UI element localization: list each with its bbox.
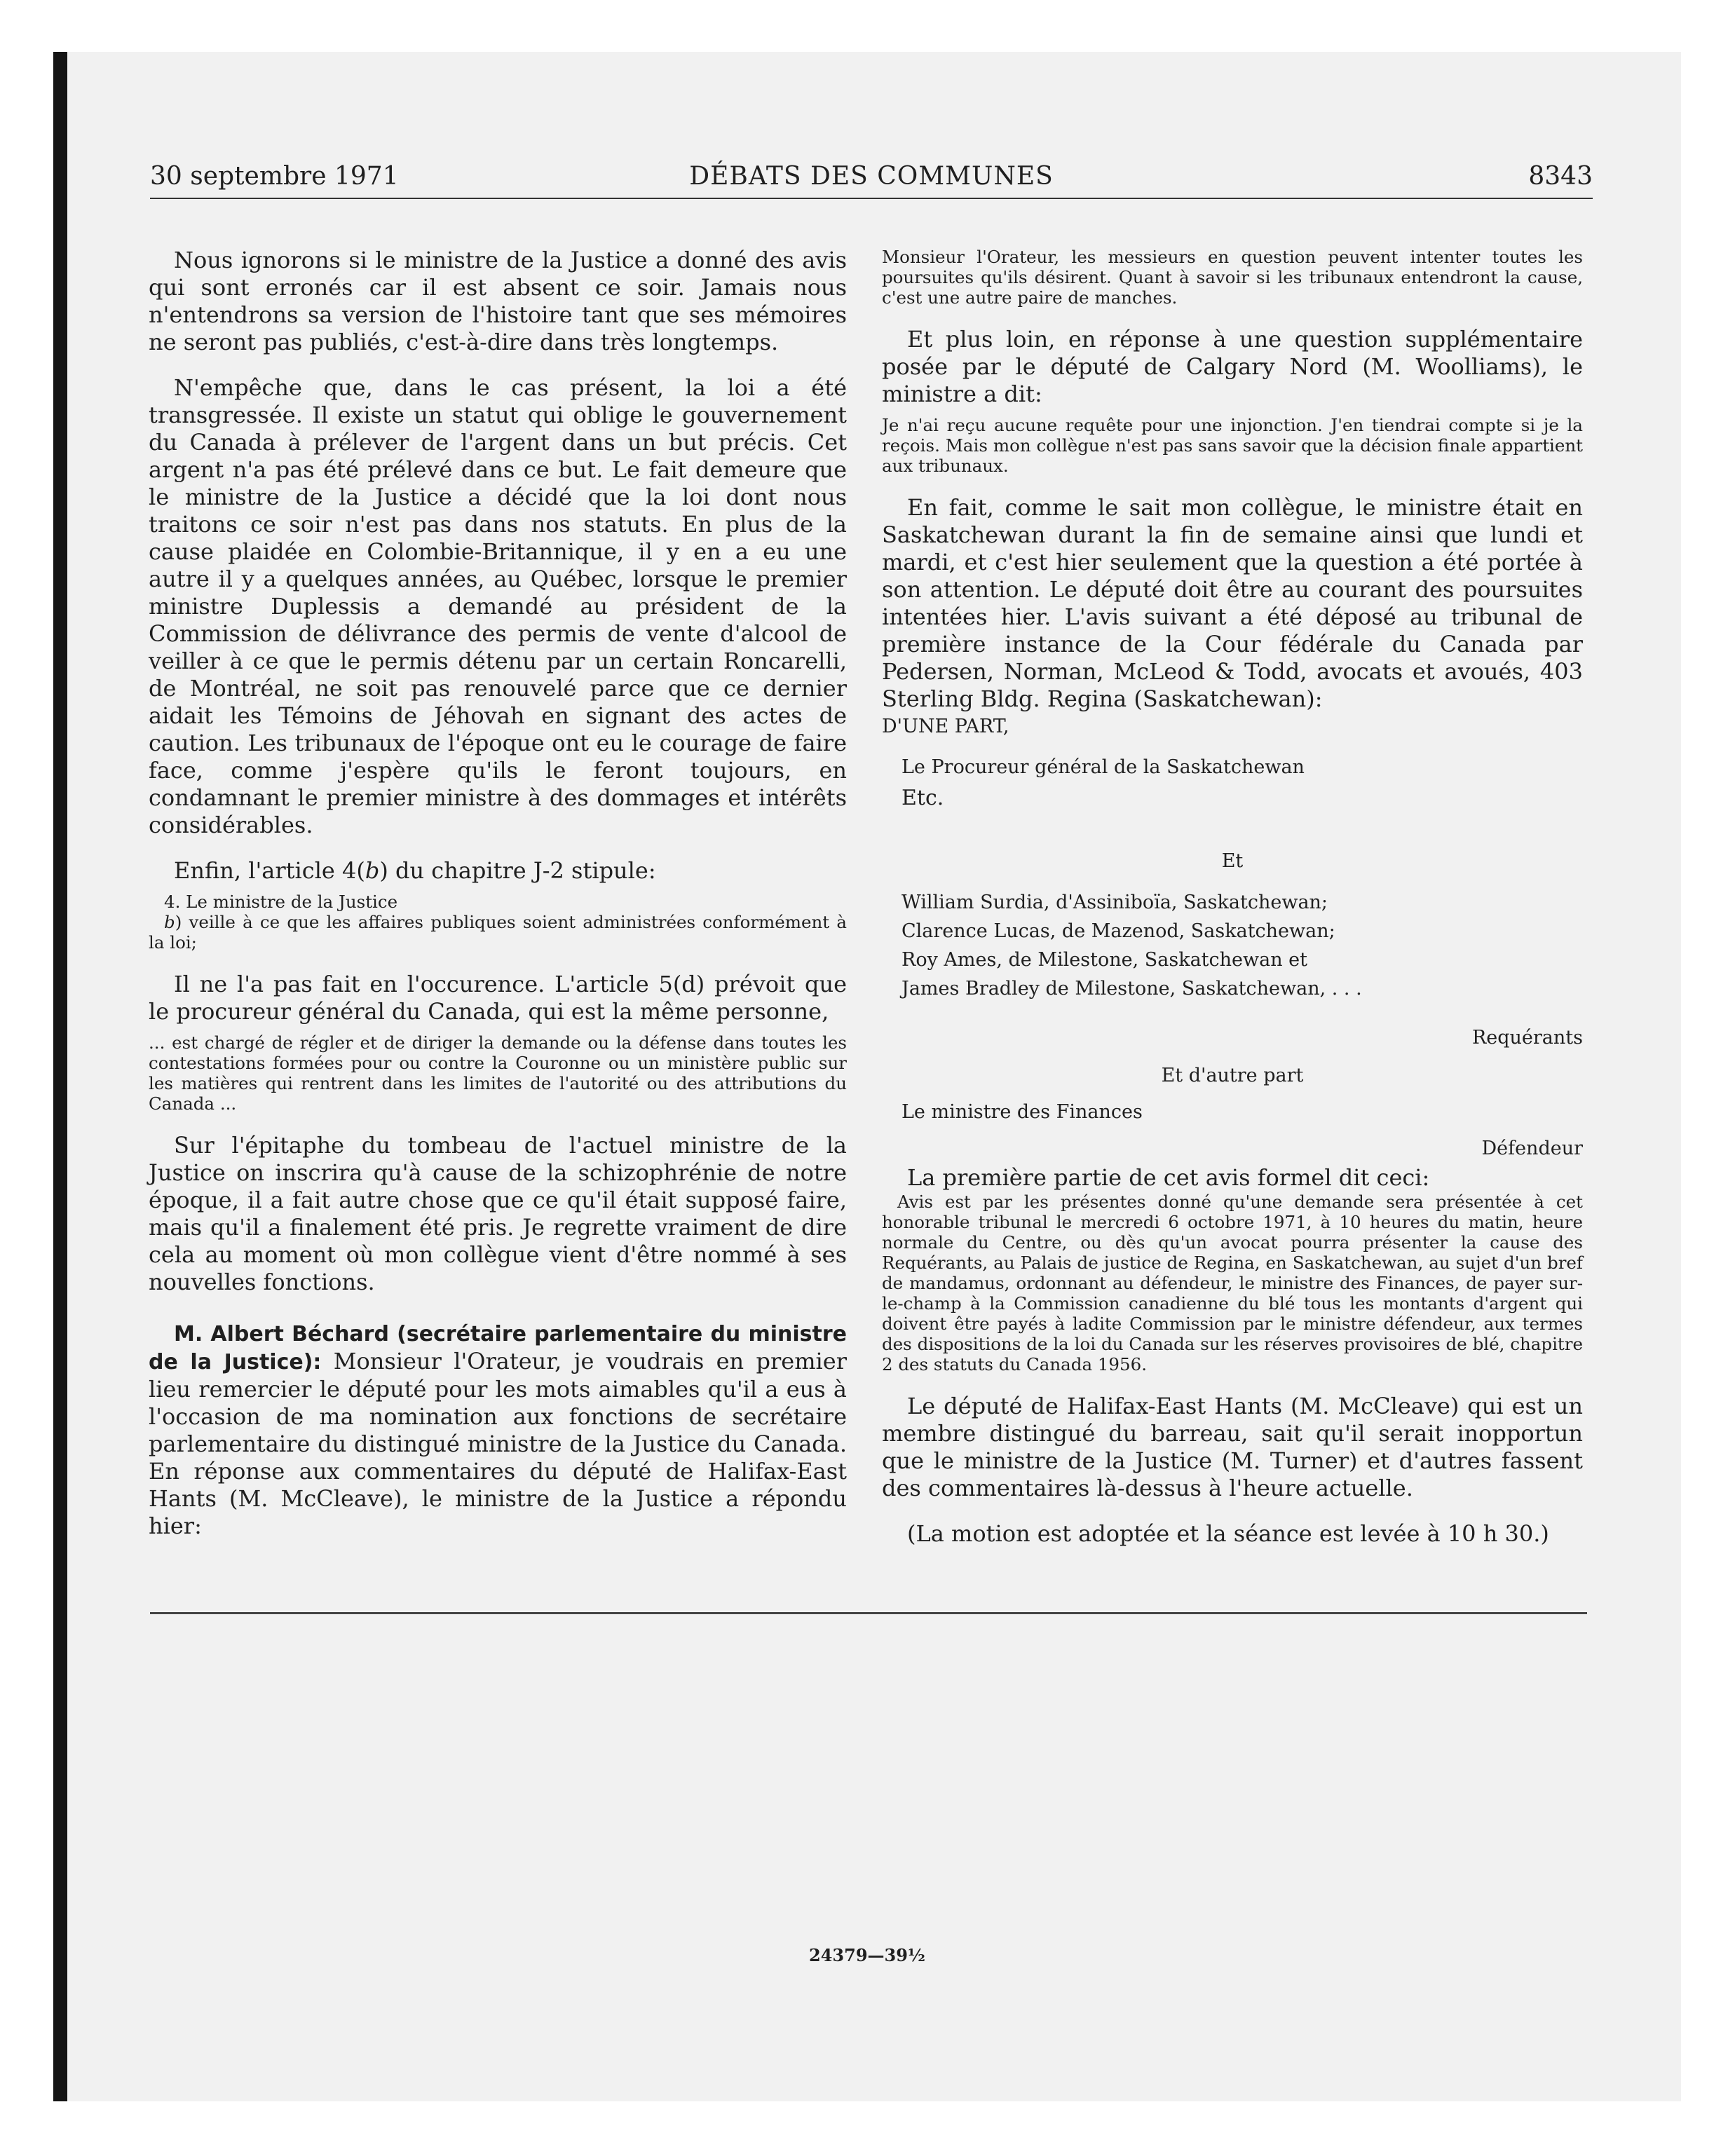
italic-letter: b	[164, 912, 175, 932]
paragraph: En fait, comme le sait mon collègue, le ministre était en Saskatchewan durant la fin de semaine ainsi que lundi et mardi, et c'est hier seulement que la question a été portée à son attention. Le député doit être au courant des poursuites intentées hier. L'avis suivant a été déposé au tribunal de première instance de la Cour fédérale du Canada par Pedersen, Norman, McLeod & Todd, avocats et avoués, 403 Sterling Bldg. Regina (Saskatchewan):	[882, 494, 1583, 712]
scan-edge-shadow	[53, 52, 67, 2101]
quote-block: ... est chargé de régler et de diriger la demande ou la défense dans toutes les contestations formées pour ou contre la Couronne ou un ministère public sur les matières qui rentrent dans les limites de l'autorité ou des attributions du Canada ...	[149, 1032, 847, 1114]
footer-code: 24379—39½	[809, 1945, 925, 1965]
paragraph-text: Enfin, l'article 4(	[174, 857, 365, 884]
paragraph: La première partie de cet avis formel dit ceci:	[907, 1164, 1430, 1191]
legal-and: Et	[1221, 850, 1244, 872]
paragraph-text: Monsieur l'Orateur, je voudrais en premier lieu remercier le député pour les mots aimables qu'il a eus à l'occasion de ma nomination aux fonctions de secrétaire parlementaire du distingué ministre de la Justice du Canada. En réponse aux commentaires du député de Halifax-East Hants (M. McCleave), le ministre de la Justice a répondu hier:	[149, 1348, 848, 1539]
paragraph: Il ne l'a pas fait en l'occurence. L'article 5(d) prévoit que le procureur général du Canada, qui est la même personne,	[149, 971, 847, 1025]
paragraph: Et plus loin, en réponse à une question supplémentaire posée par le député de Calgary Nord (M. Woolliams), le ministre a dit:	[882, 326, 1583, 407]
header-date: 30 septembre 1971	[150, 162, 399, 191]
applicant: Roy Ames, de Milestone, Saskatchewan et	[901, 949, 1308, 971]
applicant: James Bradley de Milestone, Saskatchewan, . . .	[901, 978, 1362, 999]
page-header	[150, 160, 1593, 199]
paragraph-text: ) du chapitre J-2 stipule:	[379, 857, 656, 884]
legal-party: Le Procureur général de la Saskatchewan	[901, 756, 1305, 778]
paragraph: Nous ignorons si le ministre de la Justice a donné des avis qui sont erronés car il est absent ce soir. Jamais nous n'entendrons sa version de l'histoire tant que ses mémoires ne seront pas publiés, c'est-à-dire dans très longtemps.	[149, 247, 847, 355]
paragraph	[149, 1320, 847, 1540]
bottom-rule	[150, 1612, 1587, 1614]
header-page-number: 8343	[1528, 162, 1593, 191]
paragraph: (La motion est adoptée et la séance est levée à 10 h 30.)	[907, 1520, 1549, 1547]
paragraph: Sur l'épitaphe du tombeau de l'actuel ministre de la Justice on inscrira qu'à cause de la schizophrénie de notre époque, il a fait autre chose que ce qu'il était supposé faire, mais qu'il a finalement été pris. Je regrette vraiment de dire cela au moment où mon collègue vient d'être nommé à ses nouvelles fonctions.	[149, 1132, 847, 1295]
legal-etc: Etc.	[901, 786, 944, 810]
applicant: William Surdia, d'Assiniboïa, Saskatchewan;	[901, 892, 1328, 913]
paragraph: Le député de Halifax-East Hants (M. McCleave) qui est un membre distingué du barreau, sait qu'il serait inopportun que le ministre de la Justice (M. Turner) et d'autres fassent des commentaires là-dessus à l'heure actuelle.	[882, 1393, 1583, 1501]
legal-defendeur: Défendeur	[1481, 1138, 1583, 1159]
applicant: Clarence Lucas, de Mazenod, Saskatchewan;	[901, 920, 1335, 942]
quote-block: Avis est par les présentes donné qu'une demande sera présentée à cet honorable tribunal le mercredi 6 octobre 1971, à 10 heures du matin, heure normale du Centre, ou dès qu'un avocat pourra présenter la cause des Requérants, au Palais de justice de Regina, en Saskatchewan, au sujet d'un bref de mandamus, ordonnant au défendeur, le ministre des Finances, de payer sur-le-champ à la Commission canadienne du blé tous les montants d'argent qui doivent être payés à ladite Commission par le ministre défendeur, aux termes des dispositions de la loi du Canada sur les réserves provisoires de blé, chapitre 2 des statuts du Canada 1956.	[882, 1192, 1583, 1374]
quote-block: Monsieur l'Orateur, les messieurs en question peuvent intenter toutes les poursuites qu'ils désirent. Quant à savoir si les tribunaux entendront la cause, c'est une autre paire de manches.	[882, 247, 1583, 308]
legal-part-two: Et d'autre part	[1161, 1065, 1304, 1086]
legal-part-one: D'UNE PART,	[882, 716, 1009, 737]
applicant-list	[882, 888, 1583, 1003]
legal-requerants: Requérants	[1471, 1027, 1583, 1049]
quote-line: 4. Le ministre de la Justice	[164, 892, 398, 912]
quote-text: ) veille à ce que les affaires publiques soient administrées conformément à la loi;	[149, 912, 847, 953]
quote-line	[149, 912, 847, 953]
paragraph	[149, 857, 847, 885]
legal-defendant-name: Le ministre des Finances	[901, 1101, 1143, 1123]
header-title: DÉBATS DES COMMUNES	[689, 162, 1054, 191]
italic-letter: b	[365, 857, 380, 884]
quote-block: Je n'ai reçu aucune requête pour une injonction. J'en tiendrai compte si je la reçois. Mais mon collègue n'est pas sans savoir que la décision finale appartient aux tribunaux.	[882, 415, 1583, 476]
right-column	[882, 247, 1583, 1548]
speaker-name: M. Albert Béchard (secrétaire parlementaire du ministre de la Justice):	[149, 1322, 847, 1374]
left-column	[149, 247, 847, 1540]
paragraph: N'empêche que, dans le cas présent, la loi a été transgressée. Il existe un statut qui oblige le gouvernement du Canada à prélever de l'argent dans un but précis. Cet argent n'a pas été prélevé dans ce but. Le fait demeure que le ministre de la Justice a décidé que la loi dont nous traitons ce soir n'est pas dans nos statuts. En plus de la cause plaidée en Colombie-Britannique, il y en a eu une autre il y a quelques années, au Québec, lorsque le premier ministre Duplessis a demandé au président de la Commission de délivrance des permis de vente d'alcool de veiller à ce que le permis détenu par un certain Roncarelli, de Montréal, ne soit pas renouvelé parce que ce dernier aidait les Témoins de Jéhovah en signant des actes de caution. Les tribunaux de l'époque ont eu le courage de faire face, comme j'espère qu'ils le feront toujours, en condamnant le premier ministre à des dommages et intérêts considérables.	[149, 374, 847, 838]
